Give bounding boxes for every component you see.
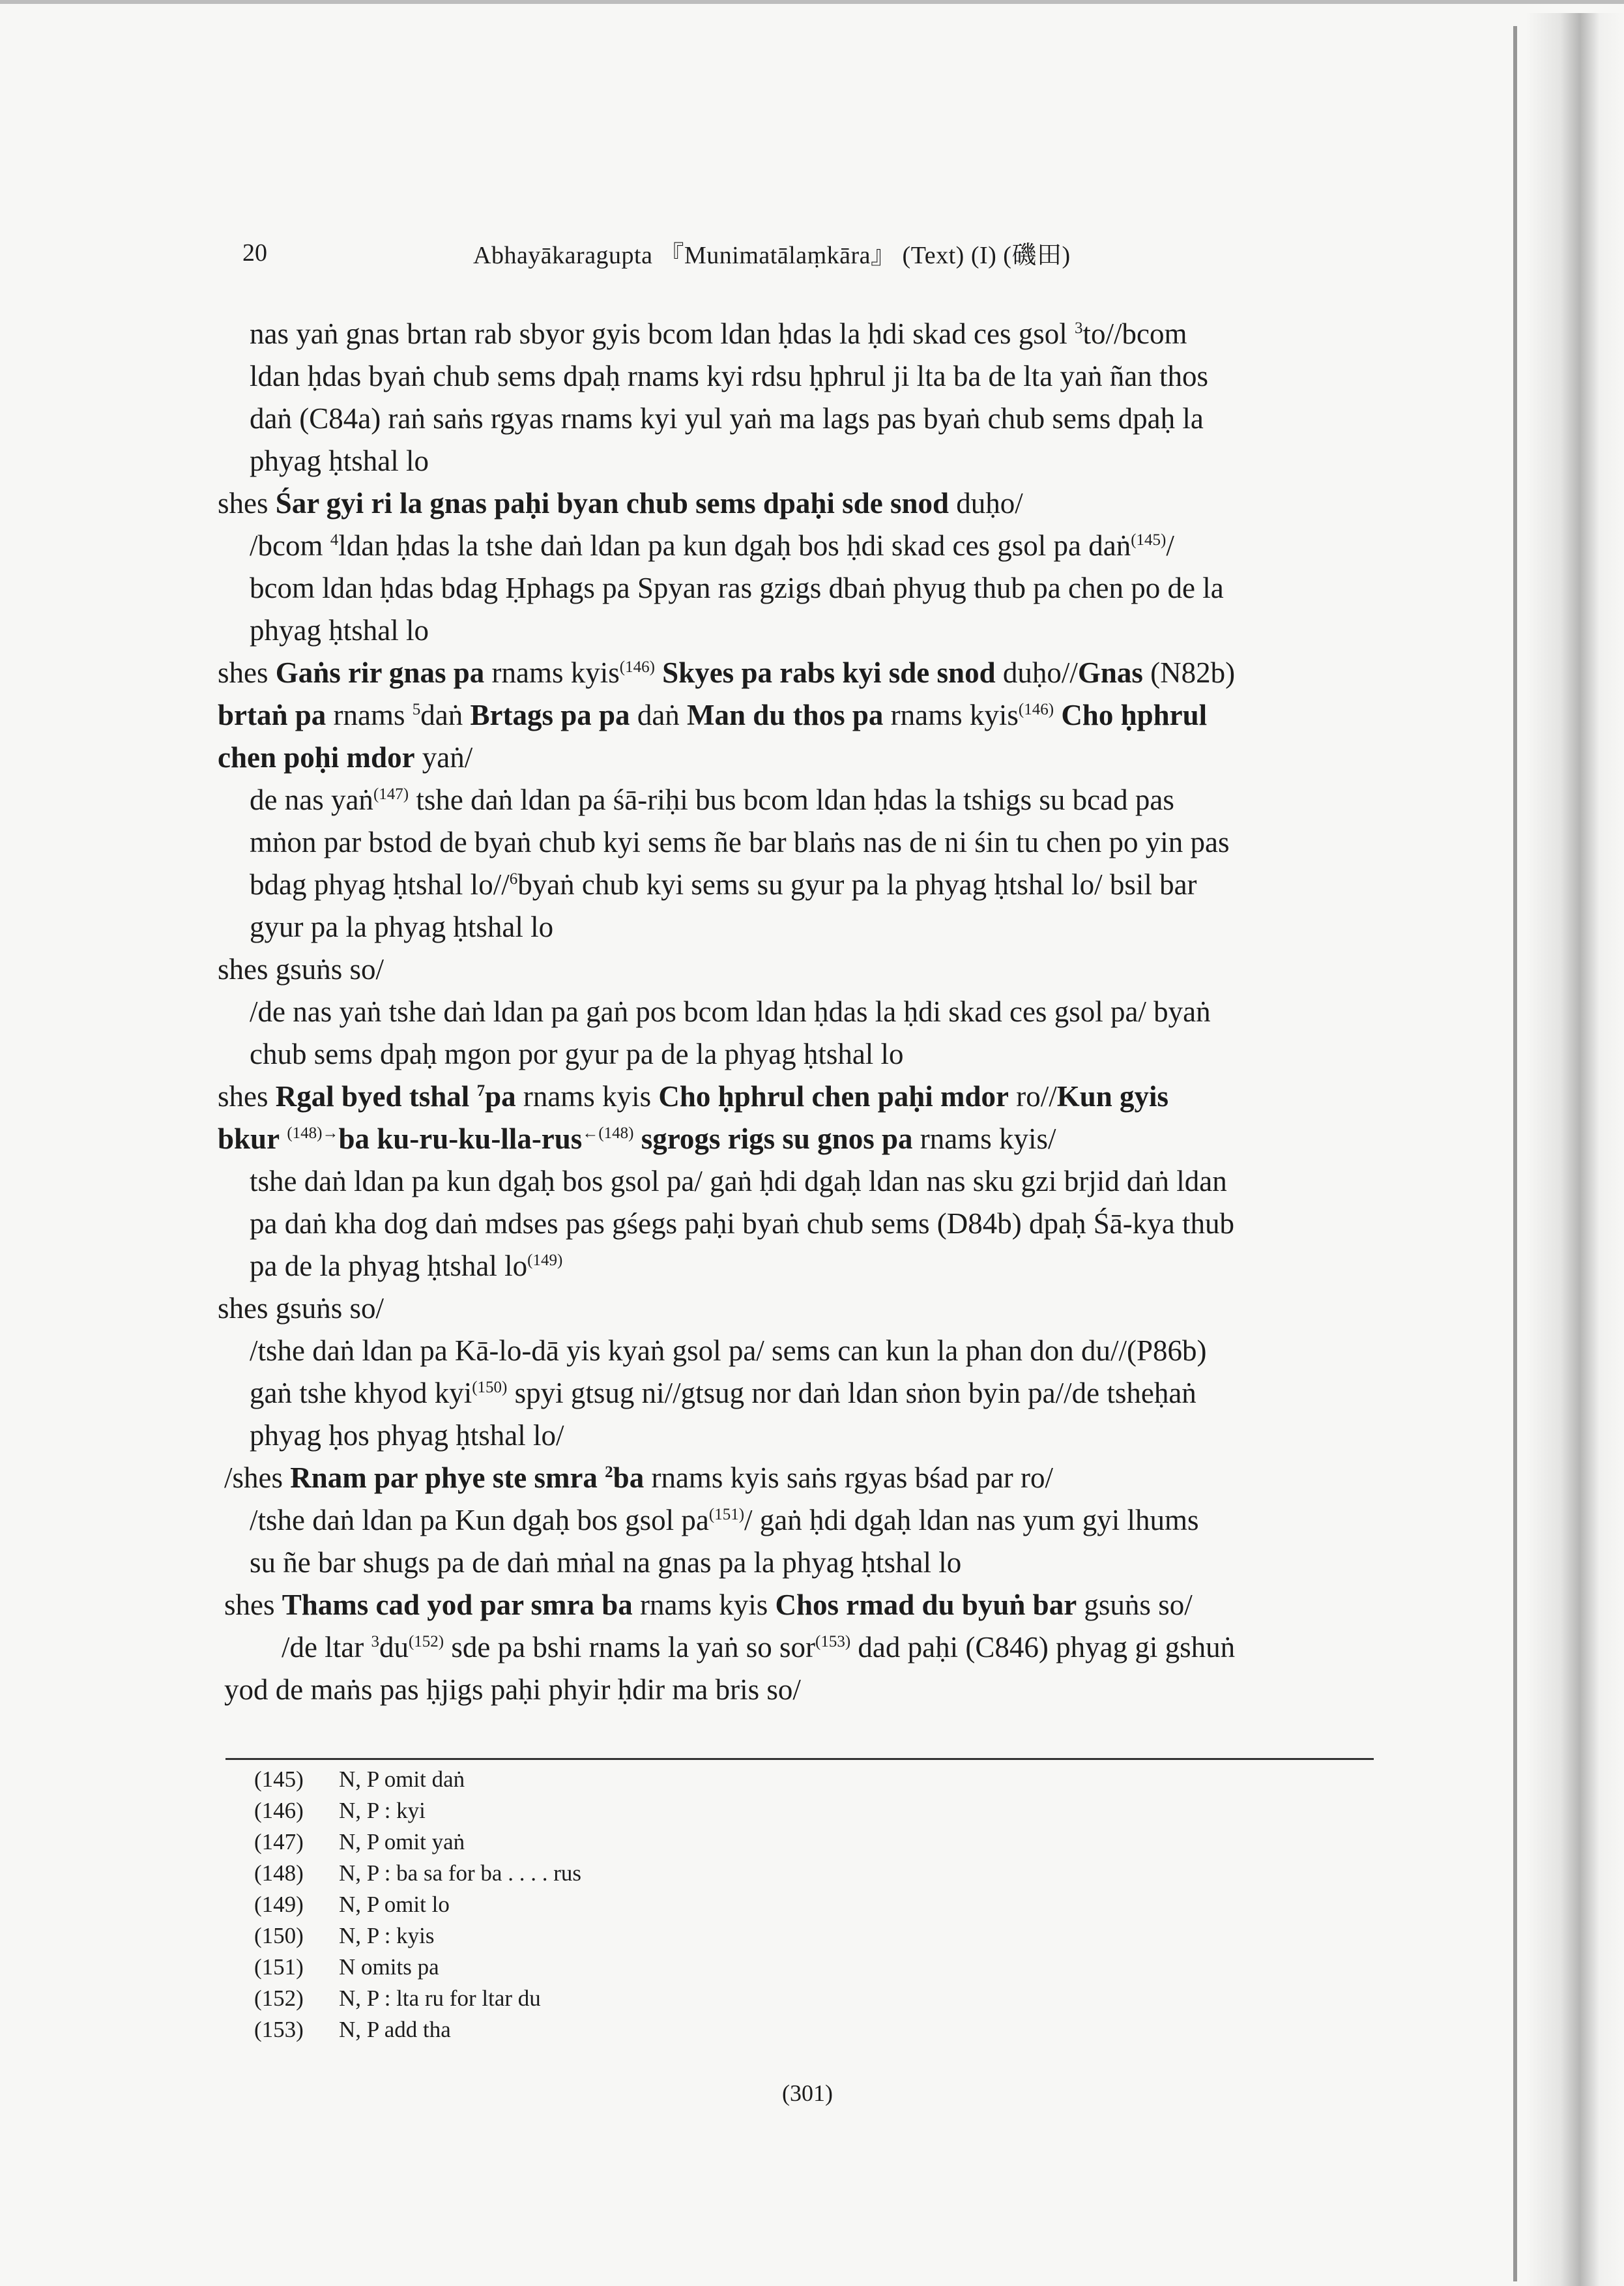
footnote-rule: [225, 1758, 1374, 1760]
text-line: su ñe bar shugs pa de daṅ mṅal na gnas pa la phyag ḥtshal lo: [250, 1546, 962, 1579]
text-line: shes Rgal byed tshal $^7$pa rnams kyis Cho ḥphrul chen paḥi mdor ro//Kun gyis: [218, 1080, 1169, 1113]
footnote-number: (148): [254, 1860, 304, 1886]
footnote-number: (152): [254, 1986, 304, 2011]
text-line: nas yaṅ gnas brtan rab sbyor gyis bcom ldan ḥdas la ḥdi skad ces gsol $^3$to//bcom: [250, 317, 1187, 350]
footnote: [254, 2017, 451, 2043]
footnote: [254, 1798, 426, 1824]
text-line: yod de maṅs pas ḥjigs paḥi phyir ḥdir ma bris so/: [224, 1673, 801, 1706]
text-line: pa daṅ kha dog daṅ mdses pas gśegs paḥi byaṅ chub sems (D84b) dpaḥ Śā-kya thub: [250, 1207, 1234, 1240]
footnote: [254, 1923, 435, 1949]
text-line: /tshe daṅ ldan pa Kā-lo-dā yis kyaṅ gsol pa/ sems can kun la phan don du//(P86b): [250, 1334, 1207, 1367]
page-number: 20: [242, 239, 267, 267]
text-line: shes Śar gyi ri la gnas paḥi byan chub sems dpaḥi sde snod duḥo/: [218, 487, 1023, 520]
text-line: gyur pa la phyag ḥtshal lo: [250, 911, 554, 943]
text-line: phyag ḥtshal lo: [250, 614, 429, 647]
text-line: mṅon par bstod de byaṅ chub kyi sems ñe bar blaṅs nas de ni śin tu chen po yin pas: [250, 826, 1230, 858]
text-line: bkur $^{(148)\to}$ba ku-ru-ku-lla-rus$^{\leftarrow(148)}$ sgrogs rigs su gnos pa rnams kyis/: [218, 1122, 1056, 1155]
text-line: bdag phyag ḥtshal lo//$^6$byaṅ chub kyi sems su gyur pa la phyag ḥtshal lo/ bsil bar: [250, 868, 1197, 901]
text-line: /tshe daṅ ldan pa Kun dgaḥ bos gsol $pa^{(151)}/$ gaṅ ḥdi dgaḥ ldan nas yum gyi lhums: [250, 1504, 1199, 1536]
footnote-text: N, P : lta ru for ltar du: [339, 1986, 541, 2011]
text-line: chub sems dpaḥ mgon por gyur pa de la phyag ḥtshal lo: [250, 1038, 904, 1070]
footnote-text: N, P omit yaṅ: [339, 1829, 465, 1854]
footnote-text: N, P omit lo: [339, 1892, 450, 1917]
footnote-number: (150): [254, 1923, 304, 1948]
footnote-text: N, P : kyis: [339, 1923, 435, 1948]
text-line: pa de la phyag ḥtshal $lo^{(149)}$: [250, 1250, 563, 1282]
footnote-number: (145): [254, 1766, 304, 1792]
text-line: tshe daṅ ldan pa kun dgaḥ bos gsol pa/ gaṅ ḥdi dgaḥ ldan nas sku gzi brjid daṅ ldan: [250, 1165, 1227, 1197]
text-line: shes gsuṅs so/: [218, 953, 384, 986]
text-line: phyag ḥtshal lo: [250, 445, 429, 477]
text-line: gaṅ tshe khyod kyi$^{(150)}$ spyi gtsug ni//gtsug nor daṅ ldan sṅon byin pa//de tsheḥaṅ: [250, 1377, 1196, 1409]
text-line: shes Gaṅs rir gnas pa rnams kyis$^{(146)}$ Skyes pa rabs kyi sde snod duḥo//Gnas (N82b): [218, 656, 1236, 689]
scan-top-edge: [0, 0, 1624, 4]
footnote: [254, 1892, 450, 1918]
footnote: [254, 1860, 581, 1886]
binding-shadow: [1526, 13, 1624, 2286]
footnote-number: (153): [254, 2017, 304, 2042]
text-line: shes gsuṅs so/: [218, 1292, 384, 1325]
text-line: chen poḥi mdor yaṅ/: [218, 741, 473, 774]
footnote: [254, 1986, 541, 2012]
footnote-text: N, P add tha: [339, 2017, 451, 2042]
footnote-text: N, P : kyi: [339, 1798, 426, 1823]
text-line: /bcom $^4$ldan ḥdas la tshe daṅ ldan pa kun dgaḥ bos ḥdi skad ces gsol pa daṅ$^{(145)}$/: [250, 529, 1174, 562]
running-header: Abhayākaragupta 『Munimatālaṃkāra』 (Text) (I) (磯田): [473, 242, 1071, 269]
footnote-text: N omits pa: [339, 1954, 439, 1980]
footnote-number: (149): [254, 1892, 304, 1917]
footer-page-label: (301): [782, 2080, 833, 2106]
text-line: shes Thams cad yod par smra ba rnams kyis Chos rmad du byuṅ bar gsuṅs so/: [224, 1589, 1193, 1621]
footnote: [254, 1766, 465, 1793]
footnote-number: (147): [254, 1829, 304, 1854]
footnote: [254, 1829, 465, 1855]
text-line: daṅ (C84a) raṅ saṅs rgyas rnams kyi yul yaṅ ma lags pas byaṅ chub sems dpaḥ la: [250, 402, 1204, 435]
footnote-number: (146): [254, 1798, 304, 1823]
text-line: de nas yaṅ$^{(147)}$ tshe daṅ ldan pa śā-riḥi bus bcom ldan ḥdas la tshigs su bcad pas: [250, 784, 1174, 816]
footnote-text: N, P omit daṅ: [339, 1766, 465, 1792]
footnote-number: (151): [254, 1954, 304, 1980]
binding-line: [1513, 26, 1517, 2281]
text-line: /shes Rnam par phye ste smra $^2$ba rnams kyis saṅs rgyas bśad par ro/: [224, 1461, 1054, 1494]
text-line: brtaṅ pa rnams $^5$daṅ Brtags pa pa daṅ Man du thos pa rnams kyis$^{(146)}$ Cho ḥphrul: [218, 699, 1208, 731]
text-line: /de nas yaṅ tshe daṅ ldan pa gaṅ pos bcom ldan ḥdas la ḥdi skad ces gsol pa/ byaṅ: [250, 995, 1211, 1028]
text-line: ldan ḥdas byaṅ chub sems dpaḥ rnams kyi rdsu ḥphrul ji lta ba de lta yaṅ ñan thos: [250, 360, 1208, 392]
footnote-text: N, P : ba sa for ba . . . . rus: [339, 1860, 581, 1886]
text-line: phyag ḥos phyag ḥtshal lo/: [250, 1419, 564, 1452]
text-line: bcom ldan ḥdas bdag Ḥphags pa Spyan ras gzigs dbaṅ phyug thub pa chen po de la: [250, 572, 1224, 604]
text-line: /de ltar $^3du^{(152)}$ sde pa bshi rnams la yaṅ so sor$^{(153)}$ dad paḥi (C846) phyag gi gshuṅ: [282, 1631, 1236, 1663]
footnote: [254, 1954, 439, 1980]
